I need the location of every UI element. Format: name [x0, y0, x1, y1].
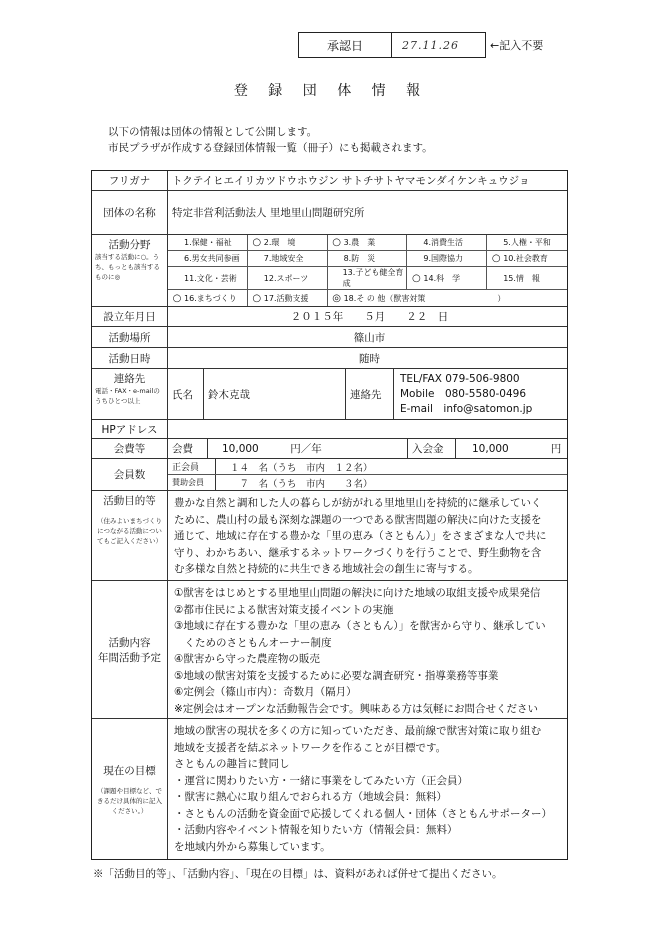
plan-line: ③地域に存在する豊かな「里の恵み（さともん）」を獣害から守り、継承してい	[174, 620, 546, 632]
contact-lines	[394, 369, 567, 419]
plan-line: ②都市住民による獣害対策支援イベントの実施	[174, 603, 394, 616]
activity-field-cell	[487, 251, 567, 267]
fee-label: 会費	[168, 439, 208, 458]
plan-label: 活動内容 年間活動予定	[92, 581, 168, 718]
goal-line: ・運営に関わりたい方・一緒に事業をしてみたい方（正会員）	[174, 774, 468, 787]
selection-mark: ○	[332, 237, 341, 248]
row-purpose	[92, 491, 567, 581]
activity-field-cell	[168, 290, 248, 306]
row-established	[92, 307, 567, 327]
plan-line: ⑤地域の獣害対策を支援するために必要な調査研究・指導業務等事業	[174, 669, 499, 682]
contact-name-value: 鈴木克哉	[204, 369, 346, 419]
activity-field-option: 7.地域安全	[263, 254, 304, 263]
goal-line: を地域内外から募集しています。	[174, 840, 331, 853]
purpose-line: 通じて、地域に存在する豊かな「里の恵み（さともん）」をさまざまな人で共に	[174, 530, 547, 542]
time-label: 活動日時	[92, 348, 168, 368]
approval-label: 承認日	[299, 33, 392, 57]
activity-field-option: 14.科 学	[423, 273, 461, 283]
activity-field-cell	[168, 251, 248, 267]
selection-mark: ◎	[332, 292, 341, 304]
row-fees	[92, 439, 567, 459]
purpose-line: 守り、わかちあい、継承するネットワークづくりを行うことで、野生動物を含	[174, 546, 542, 559]
activity-field-option: 3.農 業	[343, 238, 376, 247]
contact-mobile: Mobile 080-5580-0496	[400, 388, 527, 400]
activity-field-option: 1.保健・福祉	[184, 238, 232, 247]
activity-field-cell	[487, 267, 567, 290]
purpose-line: ために、農山村の最も深刻な課題の一つである獣害問題の解決に向けた支援を	[174, 513, 542, 526]
selection-mark: ○	[491, 253, 501, 264]
row-hp	[92, 420, 567, 439]
furigana-label: フリガナ	[92, 171, 168, 190]
activity-field-option: 6.男女共同参画	[184, 254, 240, 263]
activity-field-cell	[168, 235, 248, 251]
activity-field-option: 9.国際協力	[423, 254, 464, 263]
fees-label: 会費等	[92, 439, 168, 458]
activity-field-option: 11.文化・芸術	[184, 273, 237, 283]
row-contact	[92, 369, 567, 420]
fee-value: 10,000 円／年	[208, 439, 408, 458]
contact-header	[92, 369, 168, 419]
activity-field-cell	[407, 267, 487, 290]
registration-table	[91, 170, 568, 860]
members-detail	[168, 459, 567, 490]
approval-note: ←記入不要	[490, 39, 544, 52]
activity-field-option: 17.活動支援	[263, 293, 309, 303]
goal-sub: （課題や目標など、できるだけ具体的に記入ください。）	[97, 786, 162, 815]
goal-label: 現在の目標	[103, 764, 156, 777]
row-place	[92, 327, 567, 348]
activity-field-cell	[168, 267, 248, 290]
goal-line: さともんの趣旨に賛同し	[174, 758, 290, 770]
footnote: ※「活動目的等」、「活動内容」、「現在の目標」は、資料があれば併せて提出ください。	[93, 868, 503, 880]
activity-field-option: 5.人権・平和	[503, 238, 551, 247]
goal-text	[168, 719, 567, 859]
place-value: 篠山市	[353, 331, 386, 344]
activity-field-cell	[248, 267, 328, 290]
activity-field-grid	[168, 235, 567, 306]
activity-field-option: 18.そ の 他（獣害対策 ）	[343, 293, 506, 303]
purpose-line: 豊かな自然と調和した人の暮らしが紡がれる里地里山を持続的に継承していく	[174, 497, 542, 509]
goal-header	[92, 719, 168, 859]
member-type: 賛助会員	[168, 475, 216, 490]
selection-mark: ○	[252, 237, 262, 248]
contact-label: 連絡先	[113, 373, 146, 385]
selection-mark: ○	[412, 272, 421, 284]
contact-tel: TEL/FAX 079-506-9800	[400, 373, 520, 385]
members-label: 会員数	[92, 459, 168, 490]
contact-sub: 電話・FAX・e-mailのうちひとつ以上	[95, 387, 160, 405]
member-type: 正会員	[168, 459, 216, 474]
activity-field-cell	[487, 235, 567, 251]
activity-field-cell	[407, 251, 487, 267]
purpose-header	[92, 491, 168, 580]
entry-fee-label: 入会金	[408, 439, 456, 458]
purpose-sub: （住みよいまちづくりにつながる活動についてもご記入ください）	[97, 517, 162, 545]
activity-field-option: 8.防 災	[343, 254, 376, 263]
org-name-label: 団体の名称	[92, 191, 168, 234]
plan-text	[168, 581, 567, 718]
plan-line: ④獣害から守った農産物の販売	[174, 653, 320, 665]
row-furigana	[92, 171, 567, 191]
contact-name-label: 氏名	[168, 369, 204, 419]
members-row	[168, 475, 567, 490]
activity-field-option: 13.子ども健全育成	[342, 268, 404, 288]
contact-email: E-mail info@satomon.jp	[400, 403, 533, 415]
approval-date: 27.11.26	[402, 38, 459, 52]
row-goal	[92, 719, 567, 859]
activity-field-cell	[328, 267, 408, 290]
time-value: 随時	[359, 352, 380, 365]
purpose-text	[168, 491, 567, 580]
purpose-label: 活動目的等	[103, 495, 156, 507]
activity-field-option: 12.スポーツ	[263, 273, 309, 283]
row-members	[92, 459, 567, 491]
goal-line: 地域の獣害の現状を多くの方に知っていただき、最前線で獣害対策に取り組む	[174, 725, 542, 737]
activity-field-cell	[407, 235, 487, 251]
activity-field-option: 10.社会教育	[503, 254, 548, 263]
established-value: ２０１５年 ５月 ２２ 日	[290, 311, 449, 323]
hp-label: HPアドレス	[92, 420, 168, 438]
furigana-value: トクテイヒエイリカツドウホウジン サトチサトヤマモンダイケンキュウジョ	[172, 175, 530, 187]
activity-field-cell	[328, 235, 408, 251]
activity-field-cell	[248, 251, 328, 267]
plan-line: ①獣害をはじめとする里地里山問題の解決に向けた地域の取組支援や成果発信	[174, 587, 541, 599]
activity-field-cell	[328, 290, 567, 306]
goal-line: ・活動内容やイベント情報を知りたい方（情報会員：無料）	[174, 824, 458, 836]
row-org-name	[92, 191, 567, 235]
row-plan	[92, 581, 567, 719]
activity-field-cell	[328, 251, 408, 267]
activity-field-option: 2.環 境	[263, 238, 296, 247]
member-count: ７ 名（うち 市内 ３名）	[230, 478, 373, 490]
plan-line: ※定例会はオープンな活動報告会です。興味ある方は気軽にお問合せください	[174, 702, 539, 715]
row-time	[92, 348, 567, 369]
intro-line-1: 以下の情報は団体の情報として公開します。	[108, 126, 318, 138]
member-count: １４ 名（うち 市内 １２名）	[230, 462, 373, 474]
goal-line: ・さともんの活動を資金面で応援してくれる個人・団体（さともんサポーター）	[174, 807, 552, 820]
activity-field-option: 16.まちづくり	[184, 293, 237, 303]
activity-field-cell	[248, 235, 328, 251]
purpose-line: む多様な自然と持続的に共生できる地域社会の創生に寄与する。	[174, 563, 479, 575]
hp-value	[168, 420, 567, 438]
contact-method-label: 連絡先	[346, 369, 394, 419]
plan-line: くためのさともんオーナー制度	[174, 636, 332, 649]
selection-mark: ○	[252, 292, 262, 304]
intro-line-2: 市民プラザが作成する登録団体情報一覧（冊子）にも掲載されます。	[108, 142, 433, 154]
selection-mark: ○	[172, 292, 182, 304]
plan-line: ⑥定例会（篠山市内）：奇数月（隔月）	[174, 686, 357, 698]
row-activity-field	[92, 235, 567, 307]
place-label: 活動場所	[92, 327, 168, 347]
activity-field-sub: 該当する活動に○。うち、もっとも該当するものに◎	[95, 253, 160, 281]
activity-field-option: 15.情 報	[503, 273, 540, 283]
goal-line: 地域を支援者を結ぶネットワークを作ることが目標です。	[174, 741, 447, 754]
goal-line: ・獣害に熱心に取り組んでおられる方（地域会員：無料）	[174, 791, 447, 803]
entry-fee-value: 10,000 円	[472, 443, 562, 455]
activity-field-option: 4.消費生活	[423, 238, 464, 247]
page-title: 登 録 団 体 情 報	[233, 83, 429, 99]
approval-box	[298, 32, 486, 58]
members-row	[168, 459, 567, 475]
established-label: 設立年月日	[92, 307, 168, 326]
org-name-value: 特定非営利活動法人 里地里山問題研究所	[172, 207, 365, 219]
activity-field-cell	[248, 290, 328, 306]
activity-field-header	[92, 235, 168, 306]
activity-field-label: 活動分野	[108, 239, 151, 251]
